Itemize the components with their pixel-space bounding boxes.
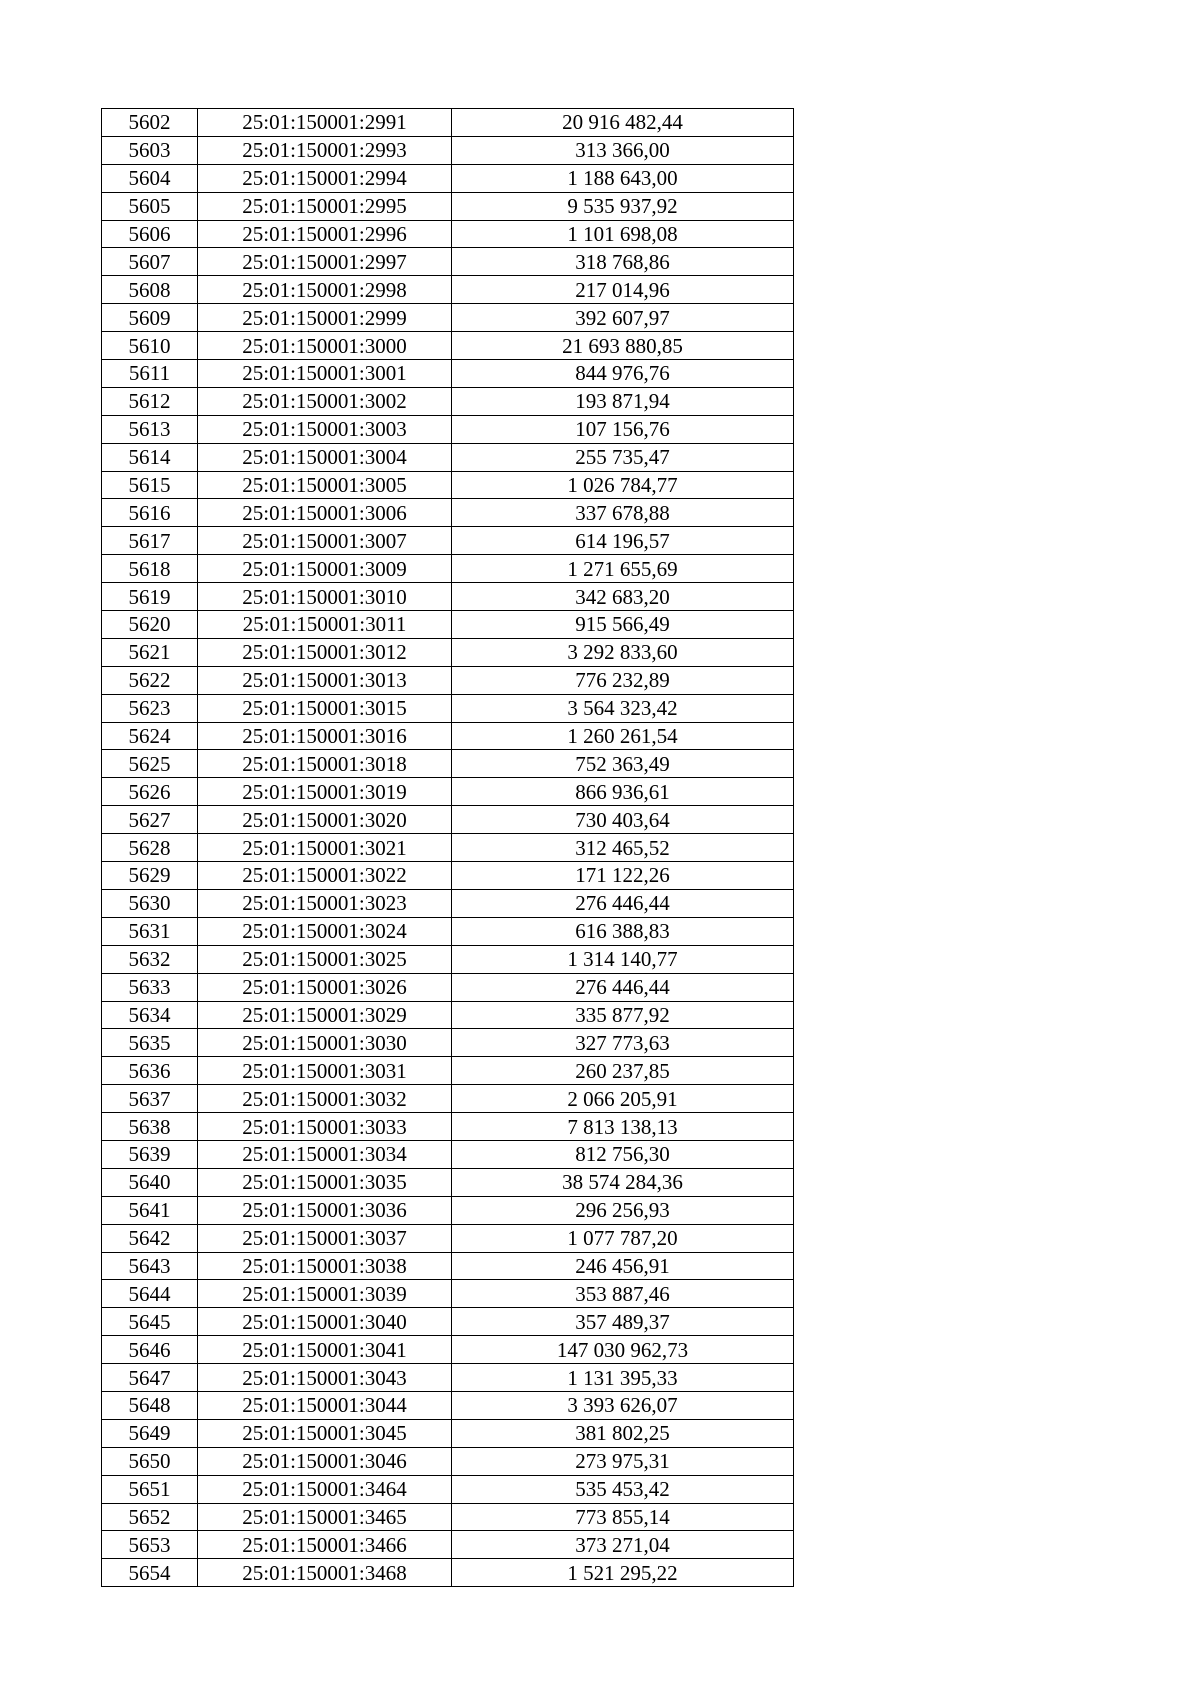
row-number-cell: 5636 [102,1057,198,1085]
table-row [102,1113,794,1141]
cadastral-number-cell: 25:01:150001:3034 [198,1140,452,1168]
row-number-cell: 5634 [102,1001,198,1029]
table-row [102,1085,794,1113]
cadastral-number-cell: 25:01:150001:3020 [198,806,452,834]
row-number-cell: 5628 [102,834,198,862]
cadastral-number-cell: 25:01:150001:3004 [198,443,452,471]
row-number-cell: 5629 [102,862,198,890]
row-number-cell: 5610 [102,332,198,360]
cadastral-value-cell: 866 936,61 [452,778,794,806]
table-row [102,1391,794,1419]
cadastral-value-cell: 1 271 655,69 [452,555,794,583]
cadastral-number-cell: 25:01:150001:2999 [198,304,452,332]
table-row [102,1364,794,1392]
cadastral-value-cell: 1 260 261,54 [452,722,794,750]
table-row [102,1280,794,1308]
row-number-cell: 5609 [102,304,198,332]
table-row [102,332,794,360]
cadastral-number-cell: 25:01:150001:2993 [198,136,452,164]
cadastral-number-cell: 25:01:150001:3029 [198,1001,452,1029]
cadastral-value-cell: 107 156,76 [452,415,794,443]
cadastral-value-cell: 9 535 937,92 [452,192,794,220]
table-body [102,109,794,1587]
table-row [102,862,794,890]
table-row [102,1531,794,1559]
cadastral-value-cell: 313 366,00 [452,136,794,164]
row-number-cell: 5604 [102,164,198,192]
cadastral-value-cell: 171 122,26 [452,862,794,890]
row-number-cell: 5621 [102,638,198,666]
cadastral-number-cell: 25:01:150001:3031 [198,1057,452,1085]
cadastral-value-cell: 392 607,97 [452,304,794,332]
cadastral-value-cell: 752 363,49 [452,750,794,778]
cadastral-number-cell: 25:01:150001:3003 [198,415,452,443]
table-row [102,1224,794,1252]
row-number-cell: 5630 [102,889,198,917]
cadastral-number-cell: 25:01:150001:3019 [198,778,452,806]
cadastral-value-cell: 318 768,86 [452,248,794,276]
cadastral-number-cell: 25:01:150001:2997 [198,248,452,276]
cadastral-value-cell: 1 314 140,77 [452,945,794,973]
row-number-cell: 5650 [102,1447,198,1475]
cadastral-value-cell: 255 735,47 [452,443,794,471]
row-number-cell: 5649 [102,1419,198,1447]
table-row [102,778,794,806]
cadastral-value-cell: 614 196,57 [452,527,794,555]
table-row [102,1140,794,1168]
cadastral-number-cell: 25:01:150001:3002 [198,387,452,415]
row-number-cell: 5641 [102,1196,198,1224]
cadastral-number-cell: 25:01:150001:3011 [198,611,452,639]
row-number-cell: 5623 [102,694,198,722]
row-number-cell: 5611 [102,360,198,388]
table-row [102,276,794,304]
cadastral-number-cell: 25:01:150001:3001 [198,360,452,388]
table-row [102,722,794,750]
cadastral-number-cell: 25:01:150001:3023 [198,889,452,917]
cadastral-value-cell: 535 453,42 [452,1475,794,1503]
cadastral-value-cell: 353 887,46 [452,1280,794,1308]
table-row [102,527,794,555]
row-number-cell: 5617 [102,527,198,555]
table-row [102,1447,794,1475]
row-number-cell: 5605 [102,192,198,220]
row-number-cell: 5626 [102,778,198,806]
cadastral-number-cell: 25:01:150001:3466 [198,1531,452,1559]
row-number-cell: 5632 [102,945,198,973]
row-number-cell: 5615 [102,471,198,499]
table-row [102,1252,794,1280]
cadastral-value-cell: 3 564 323,42 [452,694,794,722]
cadastral-value-cell: 217 014,96 [452,276,794,304]
cadastral-value-cell: 381 802,25 [452,1419,794,1447]
table-row [102,1559,794,1587]
row-number-cell: 5640 [102,1168,198,1196]
row-number-cell: 5639 [102,1140,198,1168]
cadastral-value-cell: 7 813 138,13 [452,1113,794,1141]
cadastral-value-cell: 147 030 962,73 [452,1336,794,1364]
table-row [102,555,794,583]
cadastral-number-cell: 25:01:150001:3022 [198,862,452,890]
table-row [102,499,794,527]
cadastral-number-cell: 25:01:150001:3043 [198,1364,452,1392]
row-number-cell: 5602 [102,109,198,137]
table-row [102,471,794,499]
table-row [102,917,794,945]
cadastral-value-cell: 373 271,04 [452,1531,794,1559]
cadastral-number-cell: 25:01:150001:3046 [198,1447,452,1475]
cadastral-number-cell: 25:01:150001:3005 [198,471,452,499]
cadastral-number-cell: 25:01:150001:3015 [198,694,452,722]
table-row [102,1001,794,1029]
row-number-cell: 5613 [102,415,198,443]
row-number-cell: 5654 [102,1559,198,1587]
table-row [102,583,794,611]
cadastral-value-cell: 2 066 205,91 [452,1085,794,1113]
cadastral-value-cell: 296 256,93 [452,1196,794,1224]
row-number-cell: 5645 [102,1308,198,1336]
cadastral-number-cell: 25:01:150001:3010 [198,583,452,611]
row-number-cell: 5620 [102,611,198,639]
cadastral-number-cell: 25:01:150001:3464 [198,1475,452,1503]
cadastral-number-cell: 25:01:150001:3006 [198,499,452,527]
cadastral-value-cell: 3 292 833,60 [452,638,794,666]
table-row [102,248,794,276]
table-row [102,1336,794,1364]
row-number-cell: 5619 [102,583,198,611]
cadastral-value-cell: 327 773,63 [452,1029,794,1057]
table-row [102,973,794,1001]
cadastral-value-cell: 276 446,44 [452,889,794,917]
cadastral-value-cell: 312 465,52 [452,834,794,862]
row-number-cell: 5648 [102,1391,198,1419]
row-number-cell: 5643 [102,1252,198,1280]
row-number-cell: 5618 [102,555,198,583]
cadastral-number-cell: 25:01:150001:2996 [198,220,452,248]
cadastral-number-cell: 25:01:150001:3033 [198,1113,452,1141]
cadastral-value-cell: 38 574 284,36 [452,1168,794,1196]
cadastral-number-cell: 25:01:150001:3021 [198,834,452,862]
row-number-cell: 5642 [102,1224,198,1252]
cadastral-number-cell: 25:01:150001:3037 [198,1224,452,1252]
cadastral-value-cell: 260 237,85 [452,1057,794,1085]
table-row [102,136,794,164]
cadastral-value-cell: 1 101 698,08 [452,220,794,248]
cadastral-value-cell: 776 232,89 [452,666,794,694]
table-row [102,1503,794,1531]
table-row [102,694,794,722]
cadastral-number-cell: 25:01:150001:3465 [198,1503,452,1531]
row-number-cell: 5612 [102,387,198,415]
table-row [102,1308,794,1336]
table-row [102,1029,794,1057]
cadastral-value-cell: 246 456,91 [452,1252,794,1280]
row-number-cell: 5631 [102,917,198,945]
cadastral-value-cell: 730 403,64 [452,806,794,834]
row-number-cell: 5622 [102,666,198,694]
row-number-cell: 5647 [102,1364,198,1392]
row-number-cell: 5616 [102,499,198,527]
cadastral-number-cell: 25:01:150001:3026 [198,973,452,1001]
row-number-cell: 5644 [102,1280,198,1308]
row-number-cell: 5624 [102,722,198,750]
cadastral-value-cell: 337 678,88 [452,499,794,527]
cadastral-number-cell: 25:01:150001:3038 [198,1252,452,1280]
table-row [102,638,794,666]
row-number-cell: 5651 [102,1475,198,1503]
cadastral-number-cell: 25:01:150001:3039 [198,1280,452,1308]
cadastral-number-cell: 25:01:150001:3040 [198,1308,452,1336]
cadastral-number-cell: 25:01:150001:3013 [198,666,452,694]
cadastral-number-cell: 25:01:150001:3012 [198,638,452,666]
cadastral-number-cell: 25:01:150001:3032 [198,1085,452,1113]
cadastral-number-cell: 25:01:150001:3018 [198,750,452,778]
table-row [102,304,794,332]
cadastral-value-cell: 276 446,44 [452,973,794,1001]
cadastral-value-cell: 773 855,14 [452,1503,794,1531]
row-number-cell: 5603 [102,136,198,164]
cadastral-number-cell: 25:01:150001:3025 [198,945,452,973]
cadastral-value-cell: 20 916 482,44 [452,109,794,137]
cadastral-number-cell: 25:01:150001:3044 [198,1391,452,1419]
cadastral-value-cell: 3 393 626,07 [452,1391,794,1419]
row-number-cell: 5625 [102,750,198,778]
cadastral-value-cell: 273 975,31 [452,1447,794,1475]
table-row [102,220,794,248]
table-row [102,387,794,415]
cadastral-value-table [101,108,794,1587]
row-number-cell: 5653 [102,1531,198,1559]
row-number-cell: 5638 [102,1113,198,1141]
cadastral-number-cell: 25:01:150001:3009 [198,555,452,583]
cadastral-value-cell: 1 131 395,33 [452,1364,794,1392]
cadastral-value-cell: 915 566,49 [452,611,794,639]
row-number-cell: 5635 [102,1029,198,1057]
cadastral-number-cell: 25:01:150001:3030 [198,1029,452,1057]
table-row [102,889,794,917]
cadastral-value-cell: 616 388,83 [452,917,794,945]
row-number-cell: 5606 [102,220,198,248]
table-row [102,415,794,443]
table-row [102,666,794,694]
table-row [102,1168,794,1196]
row-number-cell: 5637 [102,1085,198,1113]
cadastral-number-cell: 25:01:150001:3000 [198,332,452,360]
table-row [102,443,794,471]
cadastral-number-cell: 25:01:150001:3035 [198,1168,452,1196]
cadastral-value-cell: 1 077 787,20 [452,1224,794,1252]
cadastral-number-cell: 25:01:150001:3041 [198,1336,452,1364]
cadastral-value-cell: 1 521 295,22 [452,1559,794,1587]
cadastral-value-cell: 844 976,76 [452,360,794,388]
row-number-cell: 5627 [102,806,198,834]
cadastral-value-cell: 21 693 880,85 [452,332,794,360]
table-row [102,611,794,639]
row-number-cell: 5652 [102,1503,198,1531]
table-row [102,192,794,220]
table-row [102,1475,794,1503]
cadastral-number-cell: 25:01:150001:3468 [198,1559,452,1587]
table-row [102,945,794,973]
cadastral-value-cell: 335 877,92 [452,1001,794,1029]
row-number-cell: 5633 [102,973,198,1001]
cadastral-number-cell: 25:01:150001:3045 [198,1419,452,1447]
table-row [102,1057,794,1085]
table-row [102,1419,794,1447]
table-row [102,109,794,137]
table-row [102,806,794,834]
cadastral-value-cell: 193 871,94 [452,387,794,415]
cadastral-number-cell: 25:01:150001:2995 [198,192,452,220]
table-row [102,1196,794,1224]
row-number-cell: 5608 [102,276,198,304]
cadastral-value-cell: 357 489,37 [452,1308,794,1336]
table-row [102,834,794,862]
cadastral-number-cell: 25:01:150001:2991 [198,109,452,137]
table-row [102,750,794,778]
cadastral-value-cell: 342 683,20 [452,583,794,611]
table-row [102,164,794,192]
row-number-cell: 5607 [102,248,198,276]
row-number-cell: 5614 [102,443,198,471]
cadastral-value-cell: 1 188 643,00 [452,164,794,192]
cadastral-value-cell: 812 756,30 [452,1140,794,1168]
cadastral-number-cell: 25:01:150001:2998 [198,276,452,304]
cadastral-value-cell: 1 026 784,77 [452,471,794,499]
row-number-cell: 5646 [102,1336,198,1364]
cadastral-number-cell: 25:01:150001:2994 [198,164,452,192]
cadastral-number-cell: 25:01:150001:3024 [198,917,452,945]
cadastral-number-cell: 25:01:150001:3036 [198,1196,452,1224]
cadastral-number-cell: 25:01:150001:3016 [198,722,452,750]
table-row [102,360,794,388]
cadastral-number-cell: 25:01:150001:3007 [198,527,452,555]
